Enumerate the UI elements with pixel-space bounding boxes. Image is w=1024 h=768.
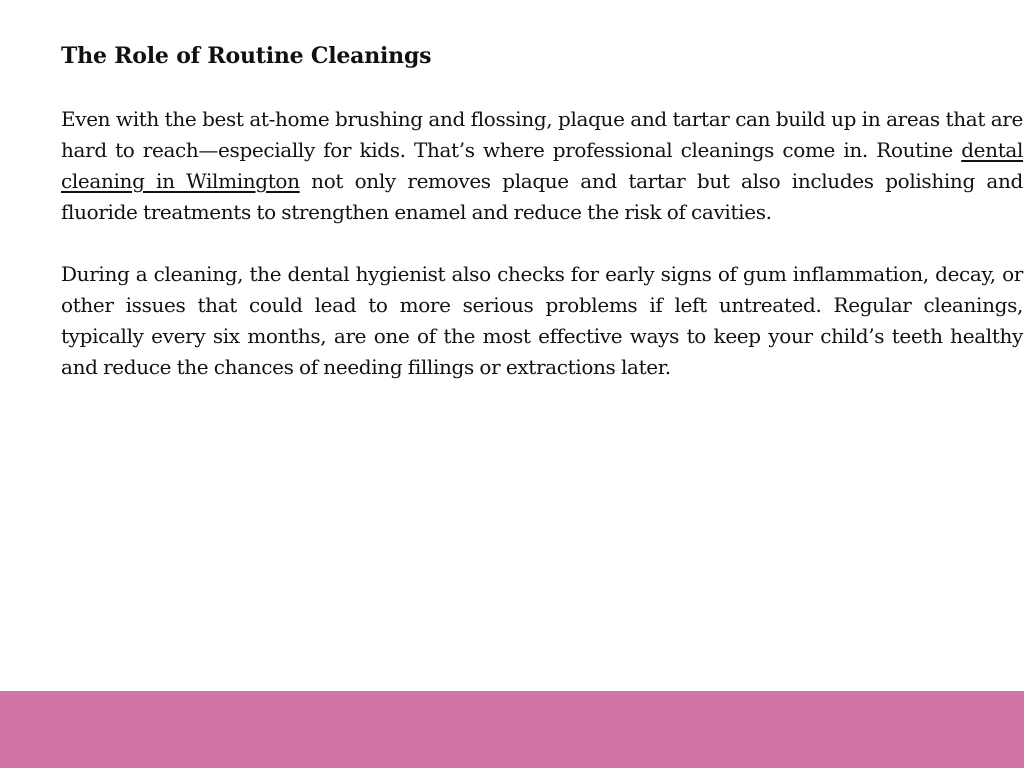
paragraph-routine-cleaning <box>61 104 1023 228</box>
paragraph-text-before-link: Even with the best at-home brushing and flossing, plaque and tartar can build up in areas that are hard to reach—especially for kids. That’s where professional cleanings come in. Routine <box>61 107 1023 162</box>
article-content <box>61 38 1023 414</box>
dental-cleaning-link[interactable]: dental cleaning in Wilmington <box>61 138 1023 193</box>
paragraph-text-after-link: not only removes plaque and tartar but also includes polishing and fluoride treatments to strengthen enamel and reduce the risk of cavities. <box>61 169 1023 224</box>
section-heading: The Role of Routine Cleanings <box>61 43 432 69</box>
paragraph-hygienist-checks: During a cleaning, the dental hygienist also checks for early signs of gum inflammation, decay, or other issues that could lead to more serious problems if left untreated. Regular cleanings, typically every six months, are one of the most effective ways to keep your child’s teeth healthy and reduce the chances of needing fillings or extractions later. <box>61 262 1023 379</box>
footer-color-band <box>0 691 1024 768</box>
